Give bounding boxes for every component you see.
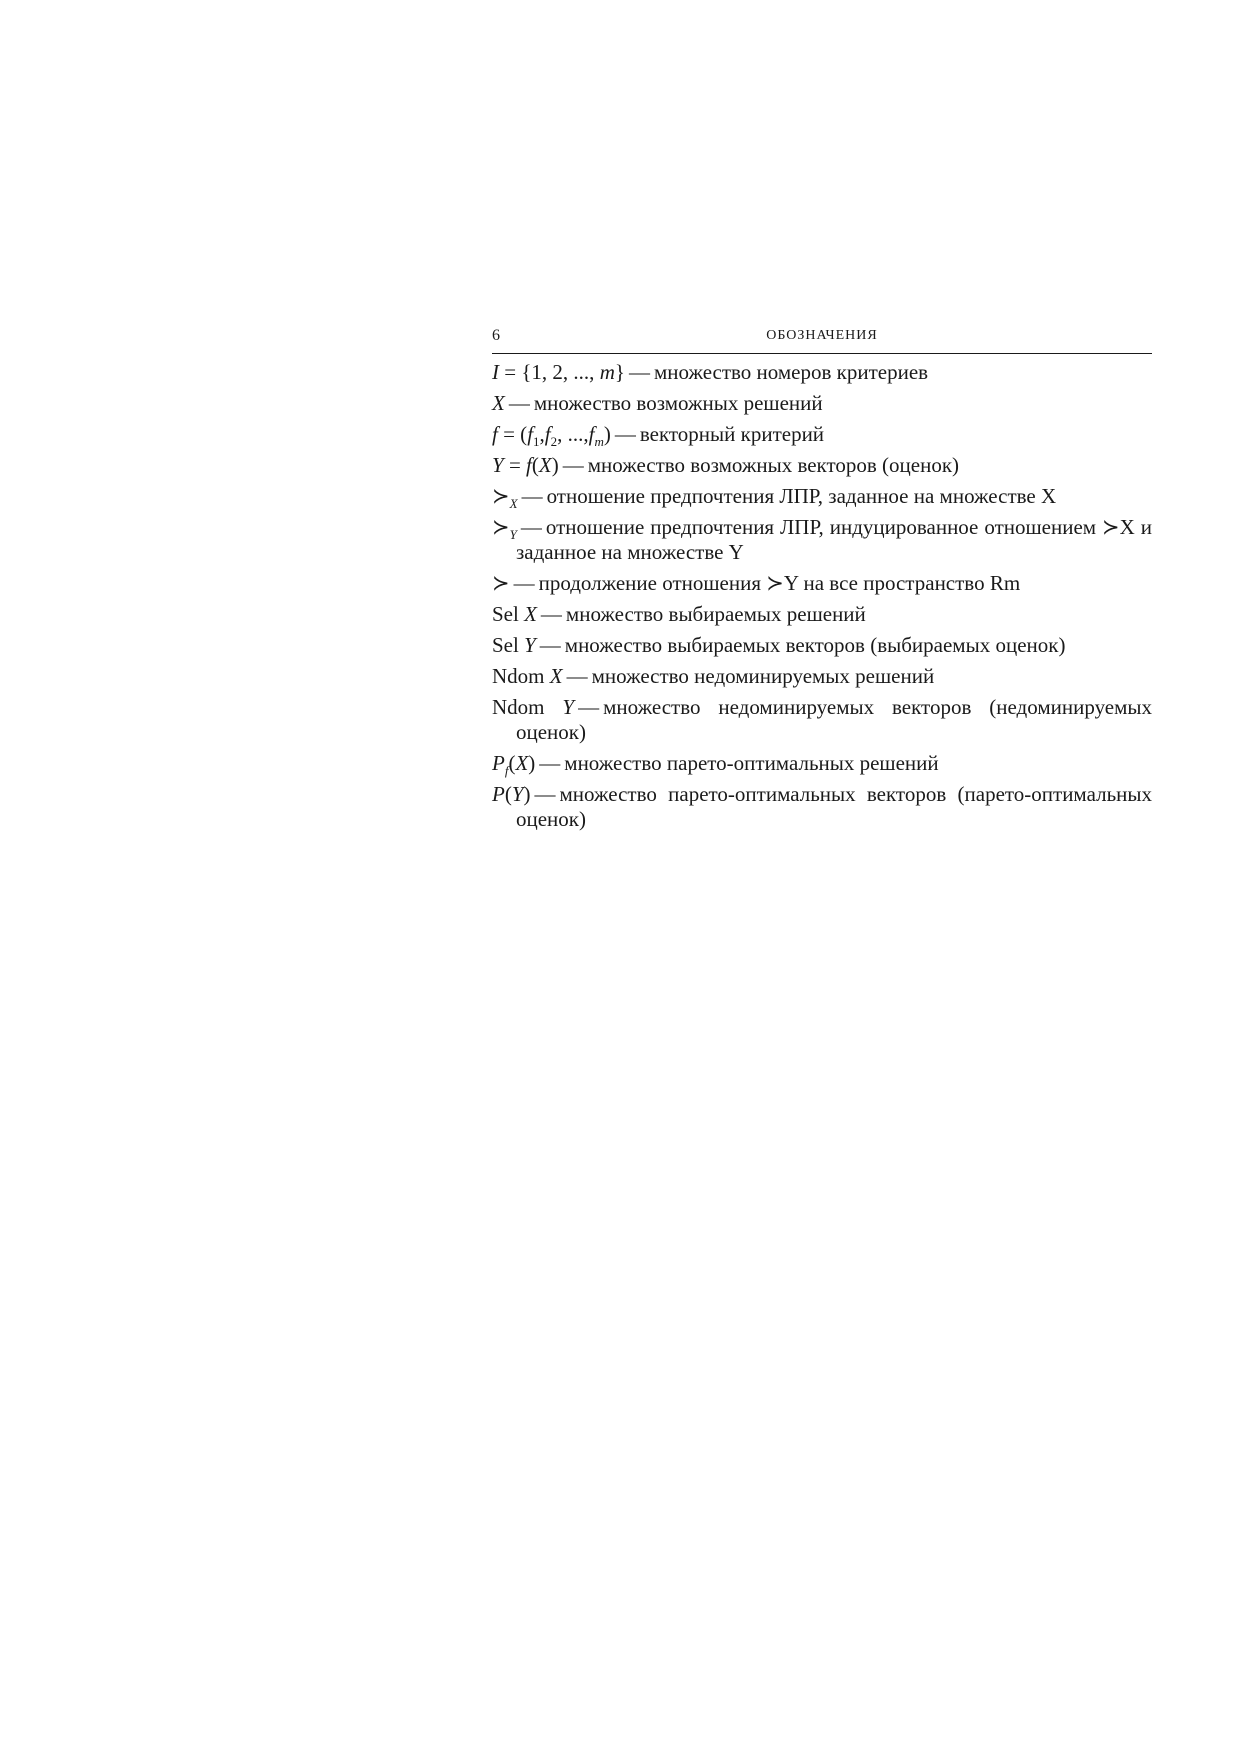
notation-text: множество парето-оптимальных решений [564, 751, 939, 775]
notation-entry: $≻_X$ — отношение предпочтения ЛПР, заданное на множестве X [492, 484, 1057, 512]
notation-entry: Y = f(X) — множество возможных векторов (оценок) [492, 453, 960, 477]
notation-symbol: Ndom X [492, 664, 563, 688]
notation-symbol: I = {1, 2, ..., m} [492, 360, 625, 384]
notation-entry: Sel X — множество выбираемых решений [492, 602, 866, 626]
notation-entry: Ndom X — множество недоминируемых решений [492, 664, 935, 688]
notation-text: отношение предпочтения ЛПР, индуцированное отношением ≻X и заданное на множестве Y [516, 515, 1152, 564]
notation-entry: $≻_Y$ — отношение предпочтения ЛПР, индуцированное отношением ≻X и заданное на множестве Y [492, 515, 1152, 564]
notation-text: множество номеров критериев [653, 360, 929, 384]
notation-symbol: ≻ [492, 571, 510, 595]
notation-symbol: X [492, 391, 505, 415]
notation-symbol: Ndom Y [492, 695, 575, 719]
notation-entry: ≻ — продолжение отношения ≻Y на все пространство Rm [492, 571, 1021, 595]
notation-text: множество возможных решений [533, 391, 823, 415]
notation-entry: I = {1, 2, ..., m} — множество номеров критериев [492, 360, 929, 384]
notation-list [492, 360, 1152, 832]
page-number: 6 [492, 327, 500, 344]
notation-symbol: $≻_X$ [492, 484, 518, 512]
notation-entry: P(Y) — множество парето-оптимальных векторов (парето-оптимальных оценок) [492, 782, 1152, 831]
notation-symbol: $f = (f_1,f_2$, $...,f_m$) [492, 422, 611, 450]
notation-text: множество выбираемых решений [565, 602, 866, 626]
notation-text: отношение предпочтения ЛПР, заданное на множестве X [546, 484, 1057, 508]
notation-symbol: $P_f(X)$ [492, 751, 536, 779]
notation-text: множество парето-оптимальных векторов (парето-оптимальных оценок) [516, 782, 1152, 831]
notation-symbol: Sel X [492, 602, 537, 626]
running-head [492, 327, 1152, 354]
page-content [492, 327, 1152, 838]
notation-symbol: $≻_Y$ [492, 515, 517, 543]
notation-symbol: P(Y) [492, 782, 531, 806]
notation-symbol: Sel Y [492, 633, 536, 657]
notation-text: множество выбираемых векторов (выбираемых оценок) [564, 633, 1066, 657]
notation-text: векторный критерий [639, 422, 825, 446]
notation-text: множество недоминируемых решений [591, 664, 935, 688]
notation-entry: X — множество возможных решений [492, 391, 823, 415]
section-title: ОБОЗНАЧЕНИЯ [766, 328, 878, 343]
notation-entry: $P_f(X)$ — множество парето-оптимальных решений [492, 751, 939, 779]
notation-symbol: Y = f(X) [492, 453, 559, 477]
notation-text: множество возможных векторов (оценок) [587, 453, 960, 477]
notation-text: продолжение отношения ≻Y на все пространство Rm [538, 571, 1021, 595]
notation-entry: Sel Y — множество выбираемых векторов (выбираемых оценок) [492, 633, 1066, 657]
notation-text: множество недоминируемых векторов (недоминируемых оценок) [516, 695, 1153, 744]
notation-entry: Ndom Y — множество недоминируемых векторов (недоминируемых оценок) [492, 695, 1153, 744]
notation-entry: $f = (f_1,f_2$, $...,f_m$) — векторный критерий [492, 422, 825, 450]
